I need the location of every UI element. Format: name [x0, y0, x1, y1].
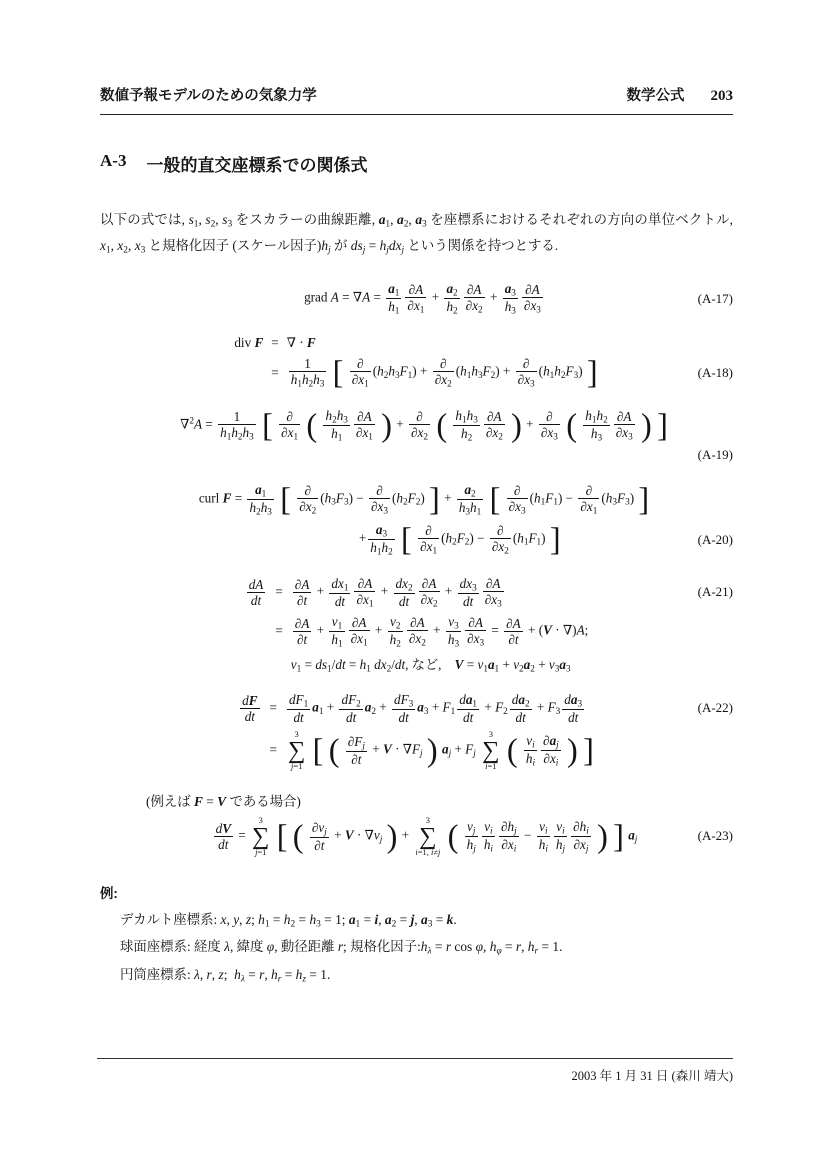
equation-tag: (A-17)	[697, 290, 733, 306]
equations	[100, 281, 733, 856]
eq-lhs: $\frac{dA}{dt}$	[248, 576, 264, 608]
equation-tag: (A-18)	[697, 364, 733, 380]
eq-rel: =	[269, 742, 277, 758]
intro-paragraph: 以下の式では, $s_1$, $s_2$, $s_3$ をスカラーの曲線距離, $a_1$, $a_2$, $a_3$ を座標系におけるそれぞれの方向の単位ベクトル, $x_1$, $x_2$, $x_3$ と規格化因子 (スケール因子)$h_j$ が $ds_j = h_jdx_j$ という関係を持つとする.	[100, 212, 733, 256]
examples-section	[100, 883, 733, 984]
equation-A-18	[100, 335, 733, 389]
eq-rhs: curl F = $\frac{a_1}{h_2h_3}$ [ $\frac{\partial}{\partial x_2}$ $(h_3F_3)$ − $\frac{\partial}{\partial x_3}$ $(h_2F_2)$ ] + $\frac{a_2}{h_3h_1}$ [ $\frac{\partial}{\partial x_3}$ $(h_1F_1)$ − $\frac{\partial}{\partial x_1}$ $(h_3F_3)$ ]	[198, 480, 650, 517]
eq-lhs: div F	[234, 335, 264, 351]
eq-rhs: $\frac{1}{h_1h_2h_3}$ [ $\frac{\partial}{\partial x_1}$ $(h_2h_3F_1)$ + $\frac{\partial}{\partial x_2}$ $(h_1h_3F_2)$ + $\frac{\partial}{\partial x_3}$ $(h_1h_2F_3)$ ]	[290, 353, 598, 390]
eq-rhs: $\frac{\partial A}{\partial t}$ + $\frac{dx_1}{dt}$ $\frac{\partial A}{\partial x_1}$ + $\frac{dx_2}{dt}$ $\frac{\partial A}{\partial x_2}$ + $\frac{dx_3}{dt}$ $\frac{\partial A}{\partial x_3}$	[294, 575, 502, 609]
examples-label: 例:	[100, 885, 118, 901]
equation-tag: (A-20)	[697, 531, 733, 547]
page-header	[100, 84, 733, 115]
equation-A-20	[100, 482, 733, 557]
equation-A-21	[100, 576, 733, 673]
eq-rhs: $\frac{dV}{dt}$ = 3 ∑ j=1 [ ( $\frac{\partial v_j}{\partial t}$ + $V \cdot \nabla v_j$ ) + 3 ∑ i=1, i≠j ( $\frac{v_j}{h_j}$ $\frac{v_i}{h_i}$ $\frac{\partial h_j}{\partial x_i}$ − $\frac{v_i}{h_i}$ $\frac{v_i}{h_j}$ $\frac{\partial h_i}{\partial x_j}$ ) ] $a_j$	[215, 814, 638, 857]
equation-A-23	[100, 816, 733, 857]
equation-A-19	[100, 408, 733, 463]
eq-rel: =	[271, 364, 279, 380]
header-section-label: 数学公式	[626, 88, 685, 104]
eq-lhs: $\frac{dF}{dt}$	[242, 692, 258, 724]
section-heading	[100, 151, 733, 176]
eq-rhs: $\frac{dF_1}{dt}$ $a_1$ + $\frac{dF_2}{dt}$ $a_2$ + $\frac{dF_3}{dt}$ $a_3 + F_1$ $\frac{da_1}{dt}$ + $F_2$ $\frac{da_2}{dt}$ + $F_3$ $\frac{da_3}{dt}$	[288, 691, 583, 725]
equation-tag: (A-23)	[697, 828, 733, 844]
page-number: 203	[710, 88, 733, 104]
eq-rhs: $\frac{\partial A}{\partial t}$ + $\frac{v_1}{h_1}$ $\frac{\partial A}{\partial x_1}$ + $\frac{v_2}{h_2}$ $\frac{\partial A}{\partial x_2}$ + $\frac{v_3}{h_3}$ $\frac{\partial A}{\partial x_3}$ = $\frac{\partial A}{\partial t}$ + (V · ∇)A;	[294, 613, 589, 648]
eq-rel: =	[269, 700, 277, 716]
eq-rhs: ∇ · F	[286, 335, 316, 351]
eq-rhs: $v_1 = ds_1/dt = h_1$ $dx_2/dt$, など, $V = v_1a_1 + v_2a_2 + v_3a_3$	[290, 656, 571, 673]
page-footer	[97, 1058, 733, 1084]
header-right	[627, 84, 734, 105]
page-content	[100, 84, 733, 984]
eq-rhs: + $\frac{a_3}{h_1h_2}$ [ $\frac{\partial}{\partial x_1}$ $(h_2F_2)$ − $\frac{\partial}{\partial x_2}$ $(h_1F_1)$ ]	[358, 520, 561, 557]
example-item: 円筒座標系: λ, r, z; $h_\lambda = r$, $h_r = h_z = 1$.	[120, 966, 331, 984]
eq-rel: =	[271, 335, 279, 351]
example-item: デカルト座標系: x, y, z; $h_1 = h_2 = h_3 = 1$; $a_1 = i$, $a_2 = j$, $a_3 = k$.	[120, 911, 457, 930]
examples-list	[100, 909, 733, 984]
equation-note: (例えば F = V である場合)	[146, 793, 301, 809]
equation-tag: (A-19)	[697, 447, 733, 463]
section-id: A-3	[100, 151, 127, 170]
eq-rel: =	[275, 623, 283, 639]
eq-rhs: ∇$^2$A = $\frac{1}{h_1h_2h_3}$ [ $\frac{\partial}{\partial x_1}$ ( $\frac{h_2h_3}{h_1}$ $\frac{\partial A}{\partial x_1}$ ) + $\frac{\partial}{\partial x_2}$ ( $\frac{h_1h_3}{h_2}$ $\frac{\partial A}{\partial x_2}$ ) + $\frac{\partial}{\partial x_3}$ ( $\frac{h_1h_2}{h_3}$ $\frac{\partial A}{\partial x_3}$ ) ]	[180, 406, 668, 443]
equation-A-17	[100, 281, 733, 316]
eq-rel: =	[275, 584, 283, 600]
section-title: 一般的直交座標系での関係式	[146, 156, 368, 175]
equation-tag: (A-22)	[697, 700, 733, 716]
example-item: 球面座標系: 経度 λ, 緯度 φ, 動径距離 r; 規格化因子$:h_\lambda = r$ cos φ, $h_\varphi = r$, $h_r = 1$.	[120, 939, 563, 957]
footer-date: 2003 年 1 月 31 日 (森川 靖大)	[571, 1069, 733, 1083]
equation-A-22	[100, 692, 733, 771]
header-book-title: 数値予報モデルのための気象力学	[100, 88, 317, 104]
eq-rhs: 3 ∑ j=1 [ ( $\frac{\partial F_j}{\partial t}$ + $V \cdot \nabla F_j$ ) $a_j + F_j$ 3 ∑ i=1 ( $\frac{v_i}{h_i}$ $\frac{\partial a_j}{\partial x_i}$ ) ]	[287, 728, 594, 772]
equation-tag: (A-21)	[697, 584, 733, 600]
eq-rhs: grad A = ∇A = $\frac{a_1}{h_1}$ $\frac{\partial A}{\partial x_1}$ + $\frac{a_2}{h_2}$ $\frac{\partial A}{\partial x_2}$ + $\frac{a_3}{h_3}$ $\frac{\partial A}{\partial x_3}$	[304, 281, 541, 316]
